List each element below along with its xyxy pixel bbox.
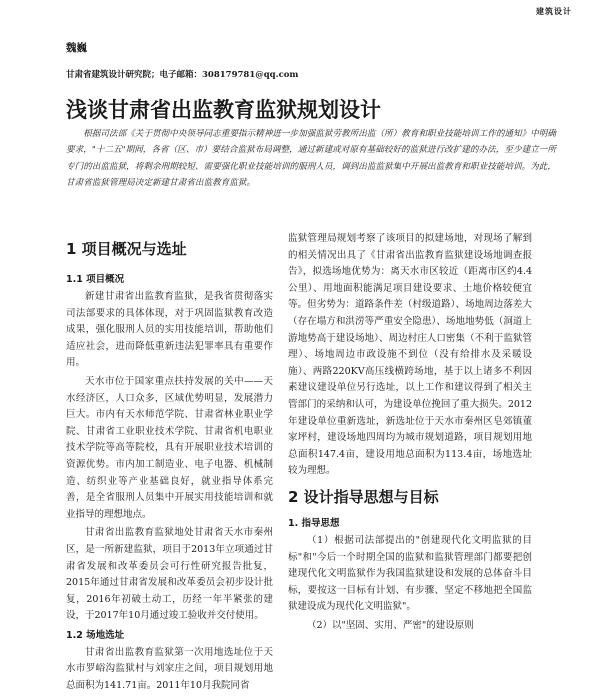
paragraph: 天水市位于国家重点扶持发展的关中——天水经济区，人口众多，区域优势明显，发展潜力巨大。市内有天水师范学院、甘肃省林业职业学院、甘肃省工业职业技术学院、甘肃省机电职业技术学院等高等院校，具有开展职业技术培训的资源优势。市内加工制造业、电子电器、机械制造、纺织业等产业基础良好，就业指导体系完善，是全省服刑人员集中开展实用技能培训和就业指导的理想地点。 — [66, 375, 273, 520]
section-heading-2: 2 设计指导思想与目标 — [288, 487, 439, 506]
paragraph: 新建甘肃省出监教育监狱，是我省贯彻落实司法部要求的具体体现，对于巩固监狱教育改造成果，强化服刑人员的实用技能培训，帮助他们适应社会，进而降低重新违法犯罪率具有重要作用。 — [66, 291, 273, 369]
right-column — [288, 231, 532, 636]
paragraph: 甘肃省出监教育监狱第一次用地选址位于天水市罗峪沟监狱村与刘家庄之间，项目规划用地总面积为141.71亩。2011年10月我院同省 — [66, 646, 273, 692]
subsection-heading-2-1: 1. 指导思想 — [288, 517, 340, 529]
paragraph: （2）以"坚固、实用、严密"的建设原则 — [307, 619, 474, 631]
abstract: 根据司法部《关于贯彻中央领导同志重要指示精神进一步加强监狱劳教所出监（所）教育和职业技能培训工作的通知》中明确要求，"十二五"期间，各省（区、市）要结合监狱布局调整，通过新建或对原有基础较好的监狱进行改扩建的办法，至少建立一所专门的出监监狱，将剩余刑期较短、需要强化职业技能培训的服刑人员，调到出监监狱集中开展出监教育和职业技能培训。为此，甘肃省监狱管理局决定新建甘肃省出监教育监狱。 — [66, 129, 556, 189]
left-column — [66, 220, 273, 697]
paragraph: （1）根据司法部提出的"创建现代化文明监狱的目标"和"今后一个时期全国的监狱和监狱管理部门都要把创建现代化文明监狱作为我国监狱建设和发展的总体奋斗目标，要按这一目标有计划、有步骤、坚定不移地把全国监狱建设成为现代化文明监狱"。 — [288, 534, 532, 613]
paragraph: 甘肃省出监教育监狱地处甘肃省天水市秦州区，是一所新建监狱，项目于2013年立项通过甘肃省发展和改革委员会可行性研究报告批复，2015年通过甘肃省发展和改革委员会初步设计批复，2016年初破土动工，历经一年半紧张的建设，于2017年10月通过竣工验收并交付使用。 — [66, 527, 273, 622]
paragraph: 监狱管理局规划考察了该项目的拟建场地，对现场了解到的相关情况出具了《甘肃省出监教育监狱建设场地调查报告》，拟选场地优势为：离天水市区较近（距离市区约4.4公里）、用地面积能满足项目建设要求、土地价格较便宜等。但劣势为：道路条件差（村级道路）、场地周边落差大（存在塌方和洪涝等严重安全隐患）、场地地势低（洞道上游地势高于建设场地）、周边村庄人口密集（不利于监狱管理）、场地周边市政设施不到位（没有给排水及采暖设施）、两路220KV高压线横跨场地，基于以上诸多不利因素建议建设单位另行选址，以上工作和建议得到了相关主管部门的采纳和认可，为建设单位挽回了重大损失。2012年建设单位重新选址，新选址位于天水市秦州区皂郊镇董家坪村，建设场地四周均为城市规划道路，项目规划用地总面积147.4亩，建设用地总面积为113.4亩，场地选址较为理想。 — [288, 233, 532, 477]
author-affiliation: 甘肃省建筑设计研究院；电子邮箱：308179781@qq.com — [66, 70, 299, 80]
section-heading-1: 1 项目概况与选址 — [66, 240, 187, 258]
subsection-heading-1-2: 1.2 场地选址 — [66, 629, 125, 641]
author-name: 魏巍 — [66, 42, 87, 54]
subsection-heading-1-1: 1.1 项目概况 — [66, 274, 125, 285]
article-title: 浅谈甘肃省出监教育监狱规划设计 — [66, 98, 381, 122]
journal-section-tag: 建筑设计 — [536, 6, 572, 16]
